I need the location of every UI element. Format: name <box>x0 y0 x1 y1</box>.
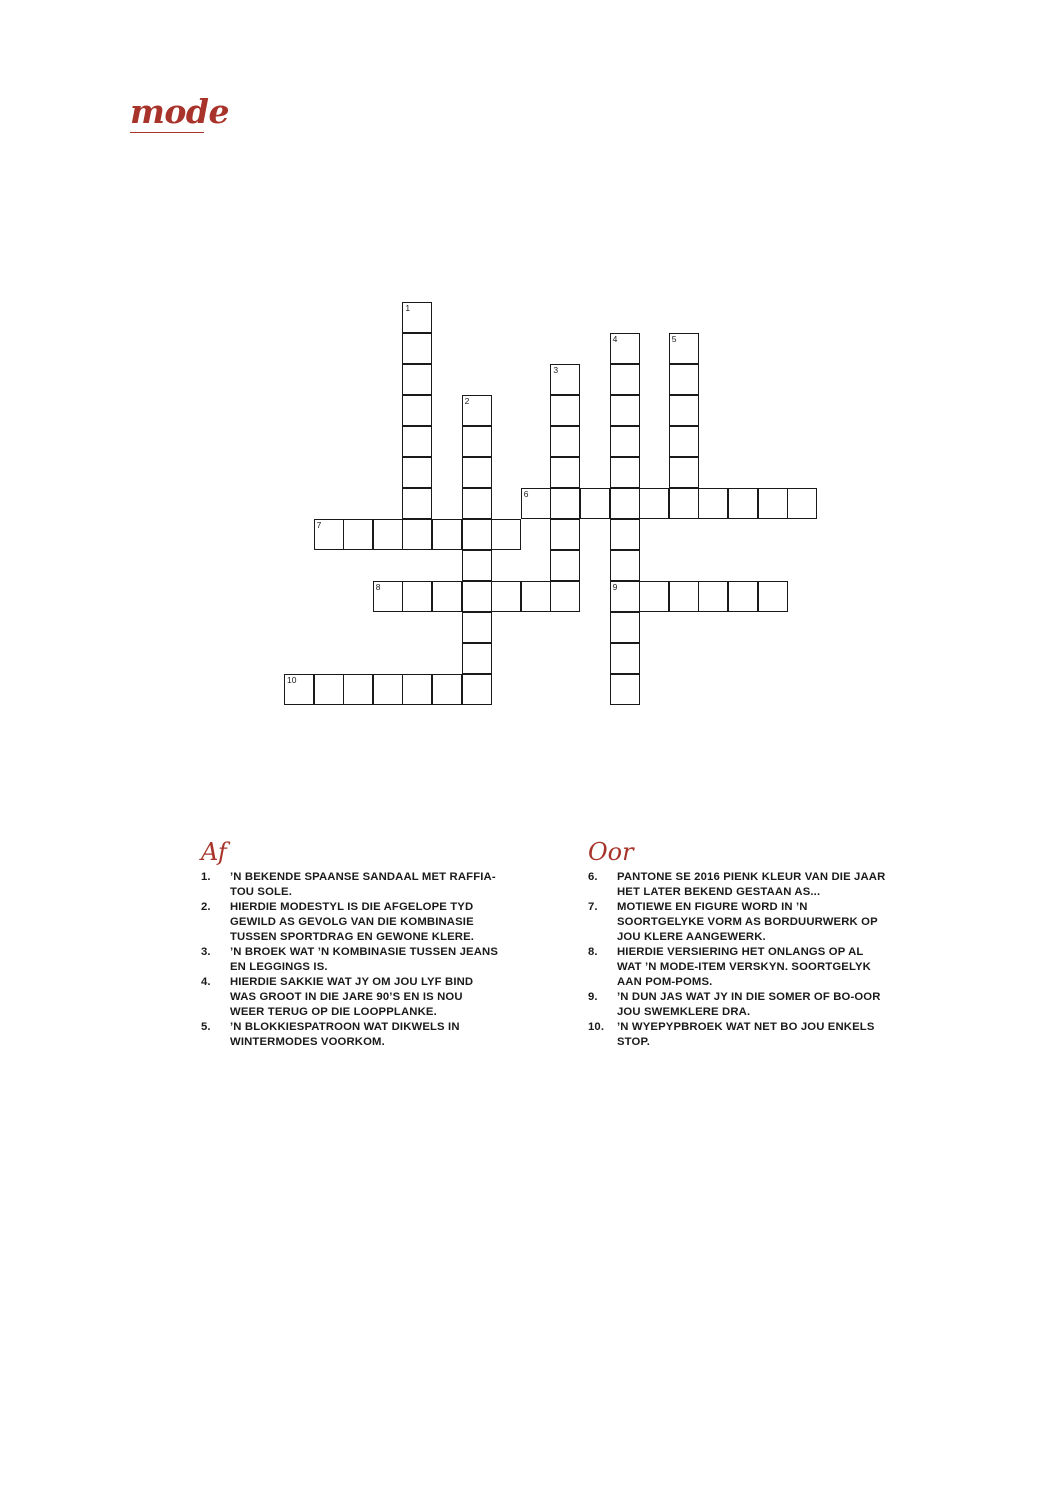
crossword-cell[interactable] <box>610 457 640 488</box>
down-clue-list <box>201 870 501 1050</box>
crossword-cell[interactable] <box>610 519 640 550</box>
crossword-cell[interactable] <box>669 364 699 395</box>
down-clue <box>201 945 501 975</box>
crossword-cell[interactable] <box>432 519 462 550</box>
crossword-cell[interactable] <box>610 488 640 519</box>
across-clue <box>588 945 888 990</box>
clue-text: ’N WYEPYPBROEK WAT NET BO JOU ENKELS STOP. <box>617 1021 875 1048</box>
across-clue <box>588 1020 888 1050</box>
clue-number: 7. <box>588 901 598 913</box>
down-clues <box>201 838 501 1050</box>
crossword-cell[interactable] <box>373 581 403 612</box>
crossword-cell[interactable] <box>462 395 492 426</box>
clue-text: HIERDIE SAKKIE WAT JY OM JOU LYF BIND WAS GROOT IN DIE JARE 90’S EN IS NOU WEER TERUG OP DIE LOOPPLANKE. <box>230 976 474 1018</box>
clue-number: 4. <box>201 976 211 988</box>
crossword-cell[interactable] <box>669 581 699 612</box>
crossword-cell[interactable] <box>610 550 640 581</box>
clue-number: 3 <box>553 365 559 375</box>
crossword-cell[interactable] <box>669 395 699 426</box>
clue-number: 10. <box>588 1021 605 1033</box>
clue-number: 6. <box>588 871 598 883</box>
crossword-cell[interactable] <box>373 519 403 550</box>
crossword-cell[interactable] <box>610 395 640 426</box>
clue-number: 9. <box>588 991 598 1003</box>
crossword-cell[interactable] <box>550 457 580 488</box>
clue-number: 6 <box>523 489 529 499</box>
crossword-cell[interactable] <box>462 488 492 519</box>
crossword-cell[interactable] <box>462 674 492 705</box>
crossword-cell[interactable] <box>580 488 610 519</box>
crossword-cell[interactable] <box>698 488 728 519</box>
crossword-cell[interactable] <box>402 488 432 519</box>
crossword-cell[interactable] <box>491 519 521 550</box>
crossword-cell[interactable] <box>758 488 788 519</box>
crossword-cell[interactable] <box>314 674 344 705</box>
crossword-cell[interactable] <box>728 581 758 612</box>
section-title: mode <box>130 92 229 131</box>
crossword-cell[interactable] <box>787 488 817 519</box>
crossword-cell[interactable] <box>550 488 580 519</box>
crossword-cell[interactable] <box>521 581 551 612</box>
clue-number: 5 <box>671 334 677 344</box>
crossword-cell[interactable] <box>610 612 640 643</box>
crossword-cell[interactable] <box>402 302 432 333</box>
across-clue <box>588 900 888 945</box>
crossword-cell[interactable] <box>728 488 758 519</box>
clue-number: 4 <box>612 334 618 344</box>
clue-number: 5. <box>201 1021 211 1033</box>
crossword-cell[interactable] <box>462 426 492 457</box>
crossword-cell[interactable] <box>550 395 580 426</box>
across-clue <box>588 990 888 1020</box>
crossword-cell[interactable] <box>373 674 403 705</box>
crossword-cell[interactable] <box>550 581 580 612</box>
crossword-cell[interactable] <box>432 674 462 705</box>
crossword-cell[interactable] <box>462 581 492 612</box>
clue-text: ’N BLOKKIESPATROON WAT DIKWELS IN WINTERMODES VOORKOM. <box>230 1021 460 1048</box>
down-clues-heading: Af <box>201 838 227 866</box>
crossword-cell[interactable] <box>343 674 373 705</box>
crossword-cell[interactable] <box>521 488 551 519</box>
clue-number: 9 <box>612 582 618 592</box>
clue-text: HIERDIE VERSIERING HET ONLANGS OP AL WAT ’N MODE-ITEM VERSKYN. SOORTGELYK AAN POM-POMS. <box>617 946 871 988</box>
crossword-cell[interactable] <box>402 395 432 426</box>
crossword-cell[interactable] <box>462 643 492 674</box>
clue-number: 3. <box>201 946 211 958</box>
clue-number: 10 <box>287 675 297 685</box>
clue-number: 2 <box>464 396 470 406</box>
clue-number: 1. <box>201 871 211 883</box>
clue-number: 8. <box>588 946 598 958</box>
crossword-cell[interactable] <box>639 581 669 612</box>
crossword-cell[interactable] <box>610 643 640 674</box>
crossword-cell[interactable] <box>669 426 699 457</box>
crossword-cell[interactable] <box>402 426 432 457</box>
clue-number: 8 <box>375 582 381 592</box>
crossword-cell[interactable] <box>432 581 462 612</box>
down-clue <box>201 975 501 1020</box>
crossword-cell[interactable] <box>669 333 699 364</box>
crossword-cell[interactable] <box>462 550 492 581</box>
down-clue <box>201 1020 501 1050</box>
clue-number: 7 <box>316 520 322 530</box>
crossword-cell[interactable] <box>550 519 580 550</box>
crossword-cell[interactable] <box>610 333 640 364</box>
clue-text: ’N BEKENDE SPAANSE SANDAAL MET RAFFIA-TOU SOLE. <box>230 871 496 898</box>
clue-number: 2. <box>201 901 211 913</box>
crossword-cell[interactable] <box>402 581 432 612</box>
crossword-cell[interactable] <box>343 519 373 550</box>
across-clue-list <box>588 870 888 1050</box>
crossword-cell[interactable] <box>610 364 640 395</box>
crossword-cell[interactable] <box>610 581 640 612</box>
down-clue <box>201 870 501 900</box>
crossword-cell[interactable] <box>758 581 788 612</box>
crossword-cell[interactable] <box>402 457 432 488</box>
crossword-cell[interactable] <box>402 333 432 364</box>
clue-text: MOTIEWE EN FIGURE WORD IN ’N SOORTGELYKE VORM AS BORDUURWERK OP JOU KLERE AANGEWERK. <box>617 901 878 943</box>
clue-text: ’N DUN JAS WAT JY IN DIE SOMER OF BO-OOR JOU SWEMKLERE DRA. <box>617 991 881 1018</box>
crossword-cell[interactable] <box>610 674 640 705</box>
crossword-cell[interactable] <box>610 426 640 457</box>
clue-text: PANTONE SE 2016 PIENK KLEUR VAN DIE JAAR HET LATER BEKEND GESTAAN AS... <box>617 871 886 898</box>
clue-number: 1 <box>405 303 411 313</box>
crossword-cell[interactable] <box>698 581 728 612</box>
crossword-cell[interactable] <box>314 519 344 550</box>
crossword-cell[interactable] <box>462 612 492 643</box>
crossword-cell[interactable] <box>462 457 492 488</box>
crossword-cell[interactable] <box>402 674 432 705</box>
across-clue <box>588 870 888 900</box>
clue-text: HIERDIE MODESTYL IS DIE AFGELOPE TYD GEWILD AS GEVOLG VAN DIE KOMBINASIE TUSSEN SPORTDRAG EN GEWONE KLERE. <box>230 901 475 943</box>
down-clue <box>201 900 501 945</box>
crossword-cell[interactable] <box>462 519 492 550</box>
crossword-cell[interactable] <box>402 364 432 395</box>
crossword-cell[interactable] <box>402 519 432 550</box>
crossword-cell[interactable] <box>669 457 699 488</box>
clue-text: ’N BROEK WAT ’N KOMBINASIE TUSSEN JEANS EN LEGGINGS IS. <box>230 946 498 973</box>
crossword-cell[interactable] <box>550 550 580 581</box>
crossword-cell[interactable] <box>491 581 521 612</box>
across-clues-heading: Oor <box>588 838 634 866</box>
crossword-cell[interactable] <box>639 488 669 519</box>
across-clues <box>588 838 888 1050</box>
crossword-cell[interactable] <box>550 426 580 457</box>
crossword-cell[interactable] <box>669 488 699 519</box>
crossword-cell[interactable] <box>284 674 314 705</box>
crossword-cell[interactable] <box>550 364 580 395</box>
